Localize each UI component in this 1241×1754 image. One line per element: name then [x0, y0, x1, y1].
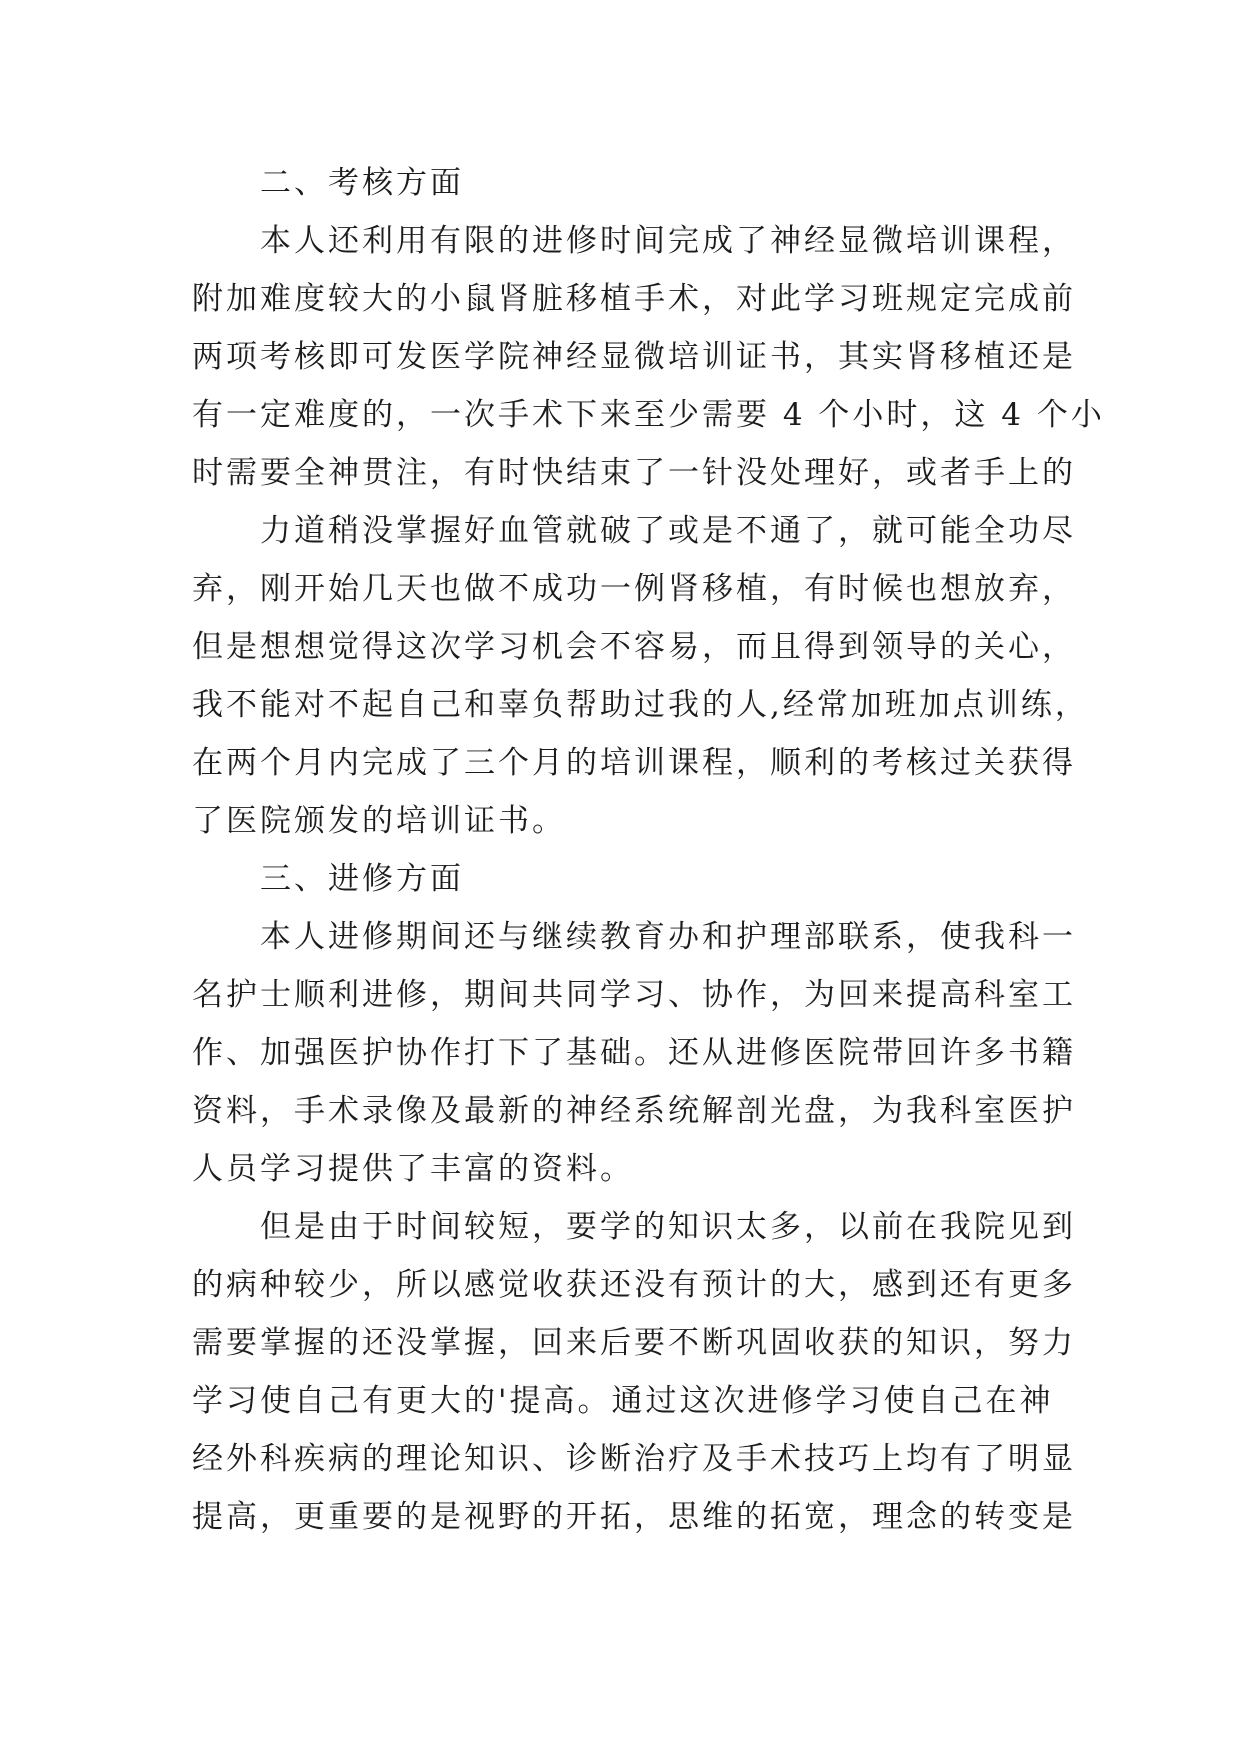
paragraph-line: 在两个月内完成了三个月的培训课程，顺利的考核过关获得: [192, 745, 1076, 781]
paragraph-line: 了医院颁发的培训证书。: [192, 803, 566, 839]
paragraph-line: 经外科疾病的理论知识、诊断治疗及手术技巧上均有了明显: [192, 1441, 1076, 1477]
paragraph-line: 时需要全神贯注，有时快结束了一针没处理好，或者手上的: [192, 455, 1076, 491]
section-heading-training: 三、进修方面: [260, 861, 464, 897]
paragraph-line: 我不能对不起自己和辜负帮助过我的人,经常加班加点训练，: [192, 687, 1089, 723]
paragraph-line: 力道稍没掌握好血管就破了或是不通了，就可能全功尽: [260, 513, 1076, 549]
paragraph-line: 提高，更重要的是视野的开拓，思维的拓宽，理念的转变是: [192, 1499, 1076, 1535]
paragraph-line: 资料，手术录像及最新的神经系统解剖光盘，为我科室医护: [192, 1093, 1076, 1129]
paragraph-line: 但是由于时间较短，要学的知识太多，以前在我院见到: [260, 1209, 1076, 1245]
paragraph-line: 两项考核即可发医学院神经显微培训证书，其实肾移植还是: [192, 339, 1076, 375]
paragraph-line: 但是想想觉得这次学习机会不容易，而且得到领导的关心，: [192, 629, 1076, 665]
section-heading-assessment: 二、考核方面: [260, 165, 464, 201]
paragraph-line: 需要掌握的还没掌握，回来后要不断巩固收获的知识，努力: [192, 1325, 1076, 1361]
paragraph-line: 有一定难度的，一次手术下来至少需要 4 个小时，这 4 个小: [192, 397, 1105, 433]
paragraph-line: 的病种较少，所以感觉收获还没有预计的大，感到还有更多: [192, 1267, 1076, 1303]
paragraph-line: 本人进修期间还与继续教育办和护理部联系，使我科一: [260, 919, 1076, 955]
paragraph-line: 作、加强医护协作打下了基础。还从进修医院带回许多书籍: [192, 1035, 1076, 1071]
paragraph-line: 附加难度较大的小鼠肾脏移植手术，对此学习班规定完成前: [192, 281, 1076, 317]
paragraph-line: 弃，刚开始几天也做不成功一例肾移植，有时候也想放弃，: [192, 571, 1076, 607]
paragraph-line: 名护士顺利进修，期间共同学习、协作，为回来提高科室工: [192, 977, 1076, 1013]
paragraph-line: 人员学习提供了丰富的资料。: [192, 1151, 634, 1187]
document-body: [192, 154, 1105, 1546]
paragraph-line: 本人还利用有限的进修时间完成了神经显微培训课程，: [260, 223, 1076, 259]
paragraph-line: 学习使自己有更大的'提高。通过这次进修学习使自己在神: [192, 1383, 1054, 1419]
